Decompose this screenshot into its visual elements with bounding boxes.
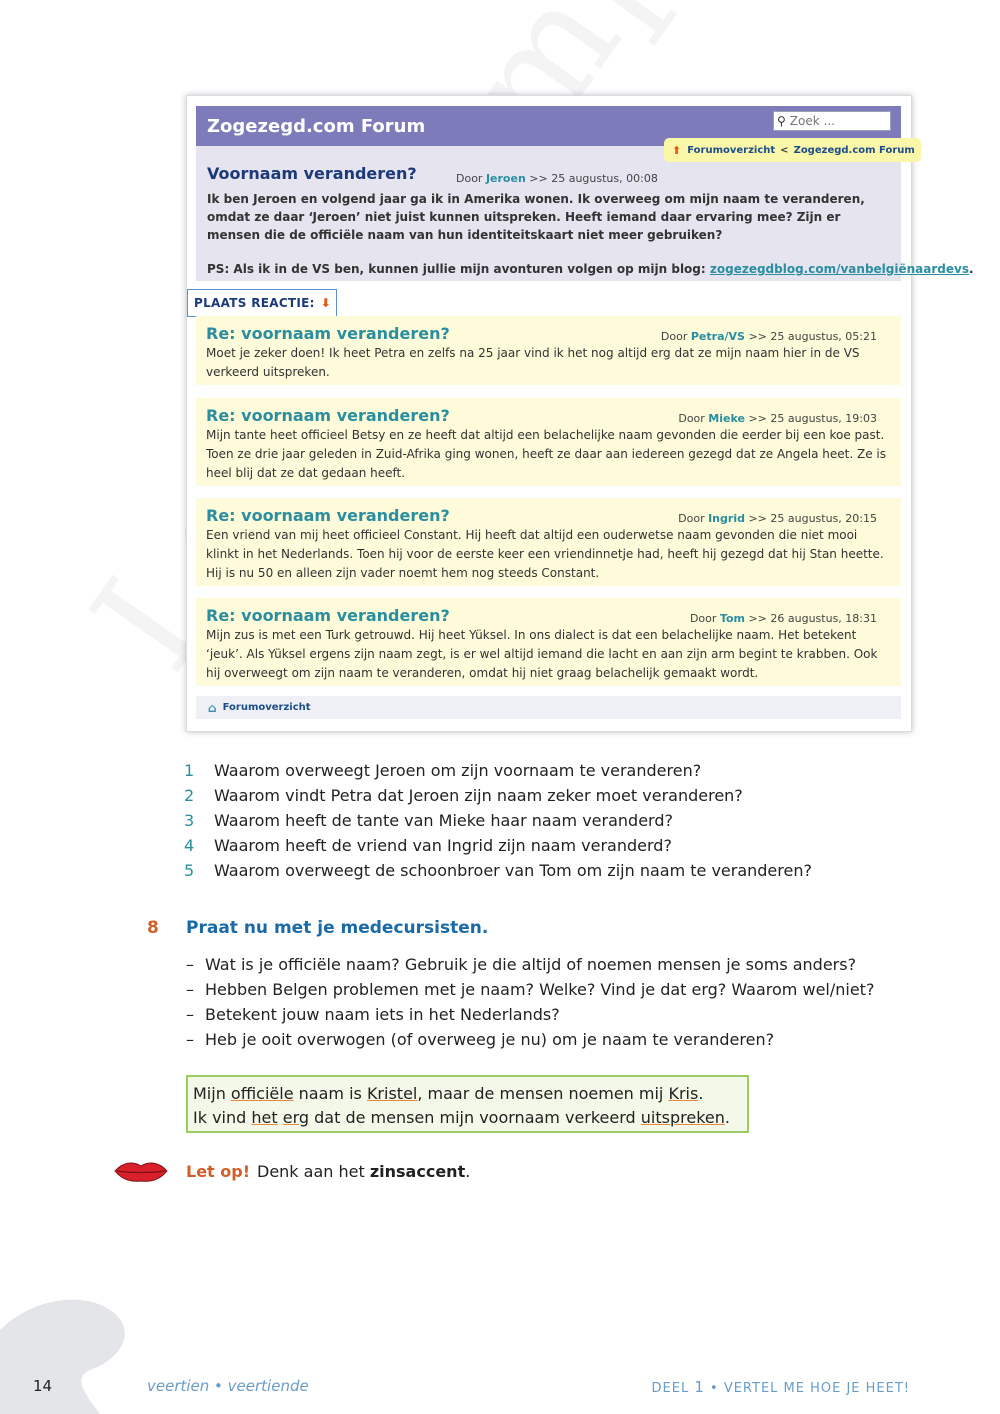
- chapter-name: • VERTEL ME HOE JE HEET!: [704, 1381, 910, 1396]
- discussion-text: Wat is je officiële naam? Gebruik je die altijd of noemen mensen je soms anders?: [205, 955, 857, 974]
- dash: –: [186, 1030, 194, 1049]
- example-text: Mijn: [193, 1084, 231, 1103]
- forumoverzicht-link[interactable]: Forumoverzicht: [222, 702, 311, 713]
- search-icon: ⚲: [777, 114, 786, 128]
- stressed-word: uitspreken: [640, 1108, 725, 1127]
- forum-panel: [186, 95, 974, 732]
- topic-meta: [456, 172, 658, 185]
- reply-meta: [678, 412, 877, 425]
- note-label: Let op!: [186, 1162, 251, 1181]
- note-text-bold: zinsaccent: [369, 1162, 466, 1181]
- stressed-word: Kristel: [366, 1084, 418, 1103]
- example-line-1: [193, 1082, 747, 1106]
- by-label: Door: [678, 512, 705, 525]
- blog-link[interactable]: zogezegdblog.com/vanbelgiënaardevs: [709, 262, 969, 276]
- discussion-text: Hebben Belgen problemen met je naam? Welke? Vind je dat erg? Waarom wel/niet?: [205, 980, 875, 999]
- reply-date: >> 26 augustus, 18:31: [748, 612, 877, 625]
- example-text: , maar de mensen noemen mij: [417, 1084, 669, 1103]
- reply-body: Moet je zeker doen! Ik heet Petra en zelfs na 25 jaar vind ik het nog altijd erg dat ze mijn naam hier in de VS verkeerd uitspreken.: [206, 346, 860, 379]
- page-number: 14: [33, 1377, 53, 1395]
- lips-icon: [113, 1160, 169, 1182]
- reply-title[interactable]: Re: voornaam veranderen?: [206, 324, 450, 343]
- question-number: 4: [184, 836, 195, 855]
- note-text: [257, 1162, 470, 1181]
- breadcrumb-separator: <: [780, 144, 789, 156]
- page-words: veertien • veertiende: [147, 1377, 309, 1395]
- question-number: 5: [184, 861, 195, 880]
- arrow-down-icon: ⬇: [320, 296, 332, 310]
- chapter-prefix: DEEL: [651, 1381, 695, 1396]
- dash: –: [186, 1005, 194, 1024]
- ps-text: PS: Als ik in de VS ben, kunnen jullie mijn avonturen volgen op mijn blog:: [207, 262, 710, 276]
- topic-body: Ik ben Jeroen en volgend jaar ga ik in Amerika wonen. Ik overweeg om mijn naam te veranderen, omdat ze daar ‘Jeroen’ niet juist kunnen uitspreken. Heeft iemand daar ervaring mee? Zijn er mensen die de officiële naam van hun identiteitskaart niet meer gebruiken?: [207, 192, 865, 242]
- ps-end: .: [968, 262, 974, 276]
- exercise-title: Praat nu met je medecursisten.: [186, 918, 489, 938]
- example-text: dat de mensen mijn voornaam verkeerd: [309, 1108, 641, 1127]
- by-label: Door: [456, 172, 483, 185]
- example-text: .: [724, 1108, 730, 1127]
- reply-author[interactable]: Petra/VS: [690, 330, 745, 343]
- question-text: Waarom overweegt Jeroen om zijn voornaam te veranderen?: [214, 761, 702, 780]
- question-text: Waarom heeft de tante van Mieke haar naam veranderd?: [214, 811, 673, 830]
- question-text: Waarom vindt Petra dat Jeroen zijn naam zeker moet veranderen?: [214, 786, 743, 805]
- reply-post: [196, 316, 901, 385]
- forum-title: Zogezegd.com Forum: [207, 116, 426, 137]
- example-text: Ik vind: [193, 1108, 252, 1127]
- plaats-reactie-button[interactable]: [187, 289, 337, 317]
- question-text: Waarom heeft de vriend van Ingrid zijn naam veranderd?: [214, 836, 672, 855]
- by-label: Door: [660, 330, 688, 343]
- question-number: 2: [184, 786, 195, 805]
- topic-date: >> 25 augustus, 00:08: [529, 172, 658, 185]
- reply-body: Een vriend van mij heet officieel Constant. Hij heeft dat altijd een ouderwetse naam gevonden die niet mooi klinkt in het Nederlands. Toen hij voor de eerste keer een vriendinnetje had, heeft hij gezegd dat hij Stan heette. Hij is nu 50 en alleen zijn vader noemt hem nog steeds Constant.: [206, 528, 884, 580]
- breadcrumb-current[interactable]: Zogezegd.com Forum: [793, 144, 915, 156]
- reply-meta: [661, 330, 877, 343]
- exercise-number: 8: [147, 918, 159, 938]
- example-box: [186, 1075, 749, 1133]
- reply-meta: [678, 512, 877, 525]
- example-text: naam is: [293, 1084, 367, 1103]
- chapter-title: [652, 1378, 910, 1396]
- stressed-word: het: [251, 1108, 278, 1127]
- breadcrumb: [664, 138, 921, 162]
- reply-post: [196, 598, 901, 686]
- stressed-word: officiële: [230, 1084, 294, 1103]
- reply-author[interactable]: Ingrid: [708, 512, 745, 525]
- topic-ps: [207, 262, 974, 276]
- reply-author[interactable]: Tom: [719, 612, 745, 625]
- dash: –: [186, 980, 194, 999]
- chapter-number: 1: [694, 1378, 705, 1396]
- by-label: Door: [678, 412, 705, 425]
- stressed-word: Kris: [668, 1084, 699, 1103]
- question-number: 3: [184, 811, 195, 830]
- reply-title[interactable]: Re: voornaam veranderen?: [206, 406, 450, 425]
- question-text: Waarom overweegt de schoonbroer van Tom om zijn naam te veranderen?: [214, 861, 812, 880]
- search-box[interactable]: [773, 111, 891, 131]
- topic-author[interactable]: Jeroen: [485, 172, 526, 185]
- arrow-up-icon: ⬆: [672, 143, 682, 157]
- react-label: PLAATS REACTIE:: [194, 296, 315, 310]
- dash: –: [186, 955, 194, 974]
- reply-title[interactable]: Re: voornaam veranderen?: [206, 506, 450, 525]
- reply-post: [196, 498, 901, 586]
- home-icon: ⌂: [208, 700, 217, 715]
- reply-date: >> 25 augustus, 19:03: [748, 412, 877, 425]
- note-text-part: .: [465, 1162, 471, 1181]
- corner-decoration: [0, 1290, 140, 1414]
- reply-date: >> 25 augustus, 20:15: [748, 512, 877, 525]
- reply-meta: [690, 612, 877, 625]
- reply-body: Mijn tante heet officieel Betsy en ze heeft dat altijd een belachelijke naam gevonden die eerder bij een koe past. Toen ze drie jaar geleden in Zuid-Afrika ging wonen, heeft ze daar aan iedereen gezegd dat ze Angela heet. Ze is heel blij dat ze dat gedaan heeft.: [206, 428, 886, 480]
- reply-author[interactable]: Mieke: [708, 412, 745, 425]
- discussion-text: Heb je ooit overwogen (of overweeg je nu) om je naam te veranderen?: [205, 1030, 775, 1049]
- stressed-word: erg: [282, 1108, 310, 1127]
- example-line-2: [193, 1106, 747, 1130]
- reply-date: >> 25 augustus, 05:21: [748, 330, 877, 343]
- example-text: .: [698, 1084, 704, 1103]
- reply-body: Mijn zus is met een Turk getrouwd. Hij heet Yüksel. In ons dialect is dat een belachelijke naam. Het betekent ‘jeuk’. Als Yüksel ergens zijn naam zegt, is er wel altijd iemand die lacht en aan zijn arm begint te krabben. Ook hij overweegt om zijn naam te veranderen, omdat hij niet graag belachelijk gemaakt wordt.: [206, 628, 878, 680]
- question-number: 1: [184, 761, 195, 780]
- forum-footer: [196, 696, 901, 719]
- by-label: Door: [689, 612, 717, 625]
- reply-post: [196, 398, 901, 486]
- forum-topic-header: [196, 106, 974, 281]
- breadcrumb-forumoverzicht[interactable]: Forumoverzicht: [687, 144, 776, 156]
- topic-title: Voornaam veranderen?: [207, 164, 417, 183]
- discussion-text: Betekent jouw naam iets in het Nederlands?: [205, 1005, 560, 1024]
- search-input[interactable]: [786, 114, 882, 128]
- note-text-part: Denk aan het: [257, 1162, 370, 1181]
- reply-title[interactable]: Re: voornaam veranderen?: [206, 606, 450, 625]
